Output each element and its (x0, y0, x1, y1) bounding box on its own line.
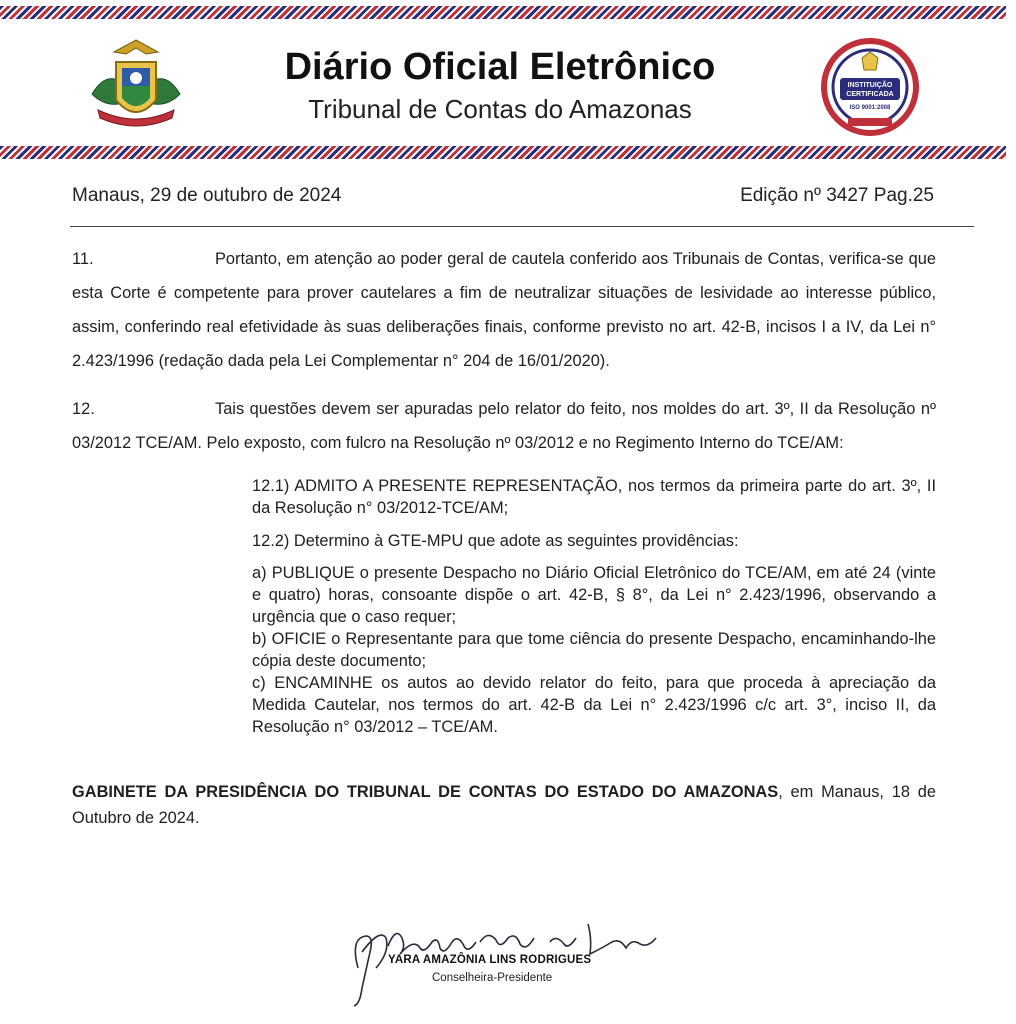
paragraph-12 (72, 392, 936, 460)
paragraph-number: 12. (72, 400, 95, 418)
tce-am-crest-icon (84, 34, 188, 138)
signatory-name: YARA AMAZÔNIA LINS RODRIGUES (388, 954, 592, 966)
signatory-role: Conselheira-Presidente (432, 972, 553, 984)
item-b: b) OFICIE o Representante para que tome ciência do presente Despacho, encaminhando-lhe cópia deste documento; (252, 630, 936, 670)
issue-date: Manaus, 29 de outubro de 2024 (72, 185, 342, 206)
header-bottom-stripe (0, 146, 1006, 159)
iso-certification-seal-icon (818, 38, 922, 136)
closing-place-date: , em Manaus, 18 de Outubro de 2024. (72, 783, 936, 827)
header-divider (70, 226, 974, 227)
item-12-1: 12.1) ADMITO A PRESENTE REPRESENTAÇÃO, nos termos da primeira parte do art. 3º, II da Resolução n° 03/2012-TCE/AM; (252, 477, 936, 517)
publication-title: Diário Oficial Eletrônico (284, 46, 716, 88)
svg-text:INSTITUIÇÃO: INSTITUIÇÃO (847, 82, 893, 89)
paragraph-number: 11. (72, 250, 94, 268)
paragraph-11 (72, 242, 936, 378)
item-list (252, 562, 936, 738)
item-c: c) ENCAMINHE os autos ao devido relator do feito, para que proceda à apreciação da Medida Cautelar, nos termos do art. 42-B da Lei n° 2.423/1996 c/c art. 3°, inciso II, da Resolução n° 03/2012 – TCE/AM. (252, 674, 936, 736)
closing-office: GABINETE DA PRESIDÊNCIA DO TRIBUNAL DE CONTAS DO ESTADO DO AMAZONAS (72, 783, 779, 801)
svg-text:CERTIFICADA: CERTIFICADA (846, 91, 894, 98)
svg-text:ISO 9001:2008: ISO 9001:2008 (849, 105, 891, 111)
publication-subtitle: Tribunal de Contas do Amazonas (308, 94, 692, 124)
item-12-2: 12.2) Determino à GTE-MPU que adote as seguintes providências: (252, 532, 739, 550)
edition-page: Edição nº 3427 Pag.25 (740, 185, 934, 206)
paragraph-text: Portanto, em atenção ao poder geral de cautela conferido aos Tribunais de Contas, verifica-se que esta Corte é competente para prover cautelares a fim de neutralizar situações de lesividade ao interesse público, assim, conferindo real efetividade às suas deliberações finais, conforme previsto no art. 42-B, incisos I a IV, da Lei n° 2.423/1996 (redação dada pela Lei Complementar n° 204 de 16/01/2020). (72, 250, 936, 370)
item-a: a) PUBLIQUE o presente Despacho no Diário Oficial Eletrônico do TCE/AM, em até 24 (vinte e quatro) horas, consoante dispõe o art. 42-B, § 8°, da Lei n° 2.423/1996, observando a urgência que o caso requer; (252, 564, 936, 626)
paragraph-text: Tais questões devem ser apuradas pelo relator do feito, nos moldes do art. 3º, II da Resolução nº 03/2012 TCE/AM. Pelo exposto, com fulcro na Resolução nº 03/2012 e no Regimento Interno do TCE/AM: (72, 400, 936, 452)
header-top-stripe (0, 6, 1006, 19)
closing-statement (72, 779, 936, 831)
